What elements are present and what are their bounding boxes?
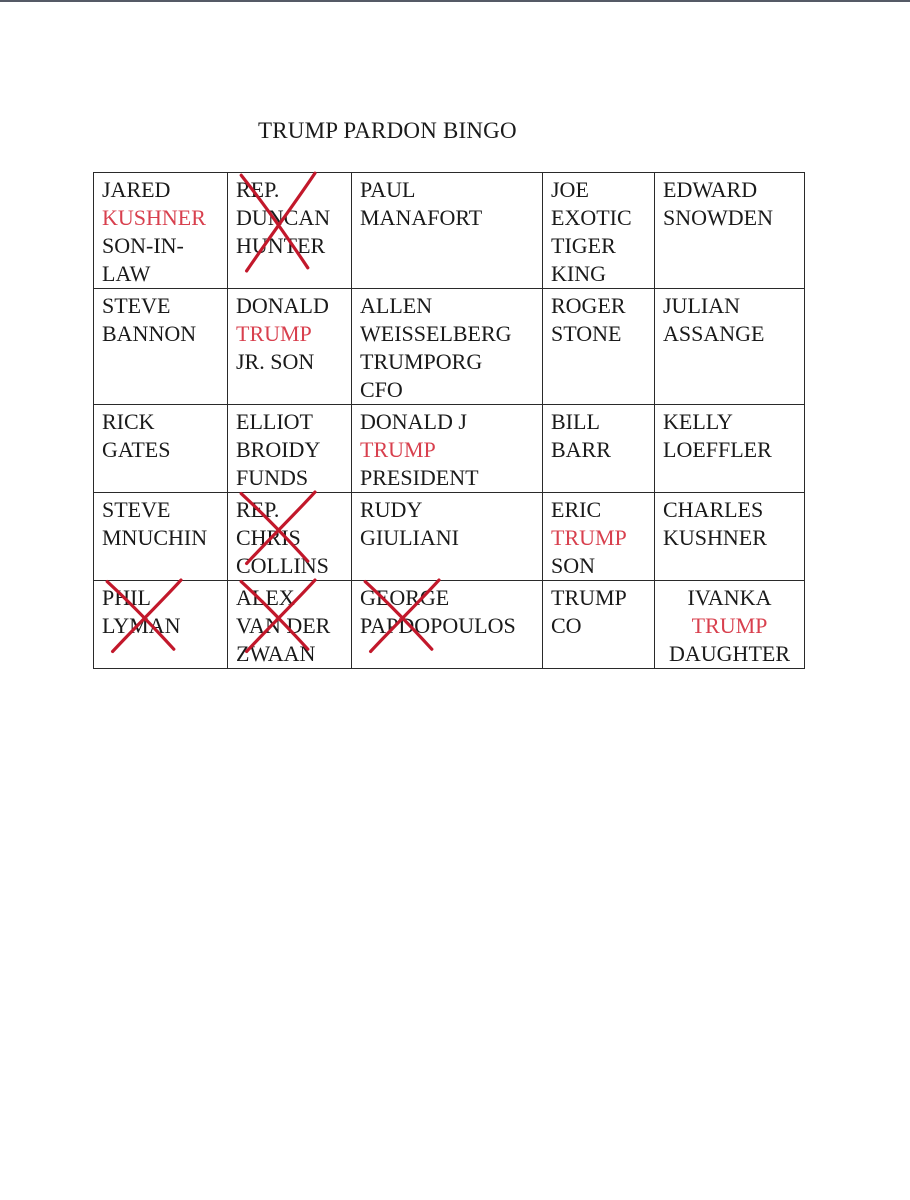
name-line: TRUMP [551, 585, 627, 610]
name-line: CHRIS [236, 525, 301, 550]
bingo-cell [94, 493, 228, 581]
bingo-cell [655, 405, 805, 493]
name-line: JARED [102, 177, 171, 202]
scan-top-edge [0, 0, 910, 2]
bingo-cell [352, 289, 543, 405]
name-line: BILL [551, 409, 600, 434]
name-line: CFO [360, 377, 403, 402]
bingo-cell [94, 581, 228, 669]
name-line: BANNON [102, 321, 197, 346]
name-line: PRESIDENT [360, 465, 479, 490]
name-line: TIGER [551, 233, 616, 258]
name-line: COLLINS [236, 553, 329, 578]
bingo-cell [228, 173, 352, 289]
name-line: KUSHNER [663, 525, 767, 550]
name-line: CO [551, 613, 582, 638]
name-line: GIULIANI [360, 525, 459, 550]
name-line: DAUGHTER [669, 641, 790, 666]
name-line: ZWAAN [236, 641, 316, 666]
name-line: DONALD J [360, 409, 467, 434]
name-line: DONALD [236, 293, 329, 318]
bingo-cell [352, 581, 543, 669]
bingo-cell [655, 173, 805, 289]
name-line: ERIC [551, 497, 602, 522]
name-line: LOEFFLER [663, 437, 772, 462]
bingo-row [94, 289, 805, 405]
bingo-cell [228, 289, 352, 405]
name-line: SON [551, 553, 596, 578]
name-line: STONE [551, 321, 622, 346]
bingo-cell [228, 493, 352, 581]
name-line: RICK [102, 409, 155, 434]
bingo-card [93, 172, 805, 669]
name-line: ALEX [236, 585, 295, 610]
name-line: CHARLES [663, 497, 764, 522]
name-line: GEORGE [360, 585, 450, 610]
name-line: MANAFORT [360, 205, 483, 230]
name-line: KELLY [663, 409, 733, 434]
bingo-row [94, 405, 805, 493]
name-line: JULIAN [663, 293, 740, 318]
name-line: HUNTER [236, 233, 326, 258]
name-line: BROIDY [236, 437, 321, 462]
name-line: LYMAN [102, 613, 181, 638]
name-line: ELLIOT [236, 409, 313, 434]
name-line: IVANKA [687, 585, 772, 610]
bingo-cell [352, 173, 543, 289]
bingo-cell [352, 493, 543, 581]
bingo-cell [94, 173, 228, 289]
bingo-row [94, 173, 805, 289]
highlighted-name-line: TRUMP [691, 613, 768, 638]
name-line: LAW [102, 261, 151, 286]
name-line: DUNCAN [236, 205, 331, 230]
name-line: WEISSELBERG [360, 321, 512, 346]
highlighted-name-line: TRUMP [551, 525, 627, 550]
name-line: STEVE [102, 293, 171, 318]
name-line: REP. [236, 177, 280, 202]
name-line: TRUMPORG [360, 349, 483, 374]
bingo-cell [543, 493, 655, 581]
bingo-cell [543, 173, 655, 289]
bingo-cell [543, 289, 655, 405]
name-line: KING [551, 261, 606, 286]
name-line: VAN DER [236, 613, 331, 638]
bingo-row [94, 581, 805, 669]
bingo-cell [655, 289, 805, 405]
name-line: STEVE [102, 497, 171, 522]
bingo-cell [543, 581, 655, 669]
name-line: REP. [236, 497, 280, 522]
bingo-cell [94, 405, 228, 493]
page-title: TRUMP PARDON BINGO [258, 118, 517, 143]
highlighted-name-line: TRUMP [360, 437, 436, 462]
bingo-cell [228, 581, 352, 669]
name-line: GATES [102, 437, 171, 462]
name-line: ALLEN [360, 293, 433, 318]
name-line: MNUCHIN [102, 525, 208, 550]
name-line: PHIL [102, 585, 151, 610]
name-line: BARR [551, 437, 611, 462]
name-line: EXOTIC [551, 205, 632, 230]
bingo-cell [543, 405, 655, 493]
bingo-cell [94, 289, 228, 405]
name-line: PAPDOPOULOS [360, 613, 516, 638]
bingo-cell [655, 581, 805, 669]
name-line: PAUL [360, 177, 416, 202]
name-line: RUDY [360, 497, 423, 522]
bingo-row [94, 493, 805, 581]
bingo-cell [228, 405, 352, 493]
name-line: EDWARD [663, 177, 758, 202]
highlighted-name-line: KUSHNER [102, 205, 206, 230]
name-line: ASSANGE [663, 321, 765, 346]
name-line: SON-IN- [102, 233, 184, 258]
name-line: SNOWDEN [663, 205, 773, 230]
bingo-cell [655, 493, 805, 581]
bingo-cell [352, 405, 543, 493]
name-line: JOE [551, 177, 589, 202]
name-line: FUNDS [236, 465, 309, 490]
name-line: ROGER [551, 293, 626, 318]
name-line: JR. SON [236, 349, 315, 374]
highlighted-name-line: TRUMP [236, 321, 312, 346]
